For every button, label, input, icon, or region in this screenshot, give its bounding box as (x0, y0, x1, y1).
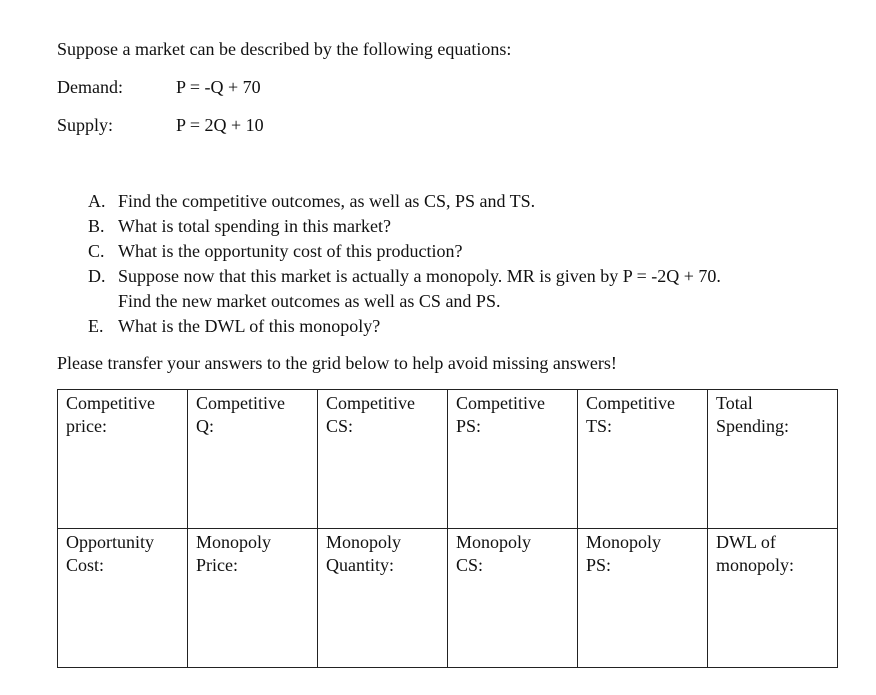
cell-label: CS: (326, 416, 354, 436)
supply-label: Supply: (57, 115, 114, 135)
intro-text: Suppose a market can be described by the following equations: (57, 39, 512, 59)
question-letter: A. (88, 191, 106, 211)
supply-equation: P = 2Q + 10 (176, 115, 264, 135)
cell-label: monopoly: (716, 555, 795, 575)
cell-label: Monopoly (586, 532, 662, 552)
answer-cell-competitive-price[interactable] (58, 390, 188, 529)
cell-label: Opportunity (66, 532, 154, 552)
cell-label: Competitive (196, 393, 285, 413)
question-d (88, 265, 721, 287)
instruction-text: Please transfer your answers to the grid below to help avoid missing answers! (57, 353, 617, 373)
question-c (88, 240, 462, 262)
answer-cell-monopoly-price[interactable] (188, 529, 318, 668)
cell-label: Q: (196, 416, 214, 436)
answer-cell-dwl-monopoly[interactable] (708, 529, 838, 668)
cell-label: Competitive (326, 393, 415, 413)
question-text: Find the competitive outcomes, as well as CS, PS and TS. (118, 191, 536, 211)
answer-cell-competitive-cs[interactable] (318, 390, 448, 529)
answer-cell-competitive-ps[interactable] (448, 390, 578, 529)
cell-label: Competitive (66, 393, 155, 413)
demand-equation: P = -Q + 70 (176, 77, 261, 97)
cell-label: Monopoly (456, 532, 532, 552)
cell-label: CS: (456, 555, 484, 575)
question-e (88, 315, 380, 337)
cell-label: Quantity: (326, 555, 394, 575)
question-text: What is total spending in this market? (118, 216, 391, 236)
answer-grid-row (58, 390, 838, 529)
cell-label: TS: (586, 416, 613, 436)
answer-cell-competitive-q[interactable] (188, 390, 318, 529)
cell-label: Monopoly (196, 532, 272, 552)
cell-label: Spending: (716, 416, 790, 436)
answer-cell-opportunity-cost[interactable] (58, 529, 188, 668)
question-text: What is the DWL of this monopoly? (118, 316, 381, 336)
question-letter: D. (88, 266, 106, 286)
cell-label: Price: (196, 555, 238, 575)
question-b (88, 215, 391, 237)
cell-label: price: (66, 416, 107, 436)
answer-cell-total-spending[interactable] (708, 390, 838, 529)
question-a (88, 190, 535, 212)
cell-label: Total (716, 393, 753, 413)
cell-label: PS: (456, 416, 482, 436)
demand-label: Demand: (57, 77, 123, 97)
answer-cell-competitive-ts[interactable] (578, 390, 708, 529)
cell-label: Competitive (586, 393, 675, 413)
question-letter: B. (88, 216, 105, 236)
cell-label: Competitive (456, 393, 545, 413)
question-letter: C. (88, 241, 105, 261)
question-text: Suppose now that this market is actually a monopoly. MR is given by P = -2Q + 70. (118, 266, 721, 286)
answer-cell-monopoly-quantity[interactable] (318, 529, 448, 668)
cell-label: Monopoly (326, 532, 402, 552)
cell-label: DWL of (716, 532, 776, 552)
answer-grid-row (58, 529, 838, 668)
cell-label: PS: (586, 555, 612, 575)
answer-cell-monopoly-cs[interactable] (448, 529, 578, 668)
answer-grid (57, 389, 838, 668)
question-d-continuation: Find the new market outcomes as well as CS and PS. (118, 291, 501, 311)
question-text: What is the opportunity cost of this production? (118, 241, 463, 261)
answer-cell-monopoly-ps[interactable] (578, 529, 708, 668)
cell-label: Cost: (66, 555, 105, 575)
question-letter: E. (88, 316, 104, 336)
